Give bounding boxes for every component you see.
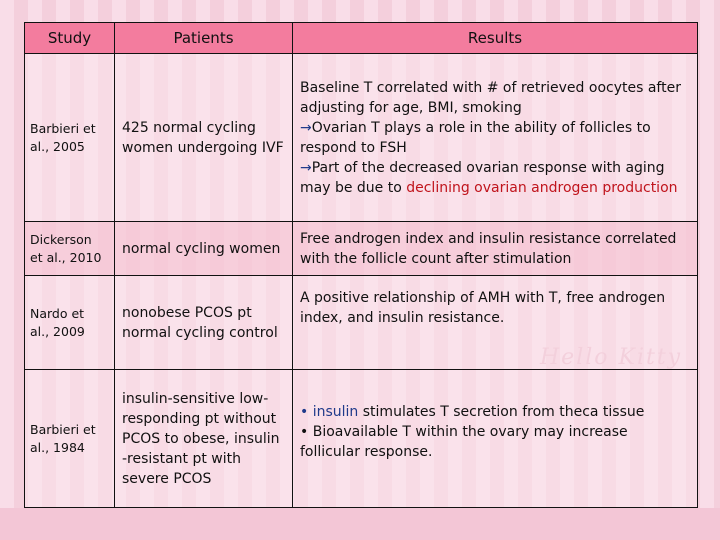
study-cell: Dickerson et al., 2010 (25, 222, 115, 276)
patients-line: nonobese PCOS pt (122, 304, 252, 321)
results-cell: Free androgen index and insulin resistance correlated with the follicle count after stimulation (293, 222, 698, 276)
result-text: →Ovarian T plays a role in the ability of follicles to respond to FSH (300, 119, 651, 156)
slide-bottom-band (0, 508, 720, 540)
bullet-icon: • (300, 404, 309, 420)
header-study: Study (25, 23, 115, 54)
result-text: • Bioavailable T within the ovary may increase follicular response. (300, 424, 628, 460)
highlighted-text: declining ovarian androgen production (406, 179, 678, 196)
study-cell: Barbieri et al., 2005 (25, 54, 115, 222)
study-cell: Barbieri et al., 1984 (25, 370, 115, 508)
table-row (25, 222, 698, 276)
results-cell (293, 54, 698, 222)
patients-line: normal cycling control (122, 324, 278, 341)
study-table (24, 22, 698, 508)
table-row (25, 370, 698, 508)
patients-cell: insulin-sensitive low-responding pt without PCOS to obese, insulin -resistant pt with severe PCOS (115, 370, 293, 508)
patients-cell: 425 normal cycling women undergoing IVF (115, 54, 293, 222)
header-results: Results (293, 23, 698, 54)
header-patients: Patients (115, 23, 293, 54)
result-text: →Part of the decreased ovarian response with aging may be due to declining ovarian androgen production (300, 159, 678, 196)
arrow-right-icon: → (300, 119, 312, 136)
results-cell: A positive relationship of AMH with T, free androgen index, and insulin resistance. (293, 276, 698, 370)
table-row (25, 54, 698, 222)
patients-cell (115, 276, 293, 370)
bullet-icon: • (300, 424, 309, 440)
arrow-right-icon: → (300, 159, 312, 176)
highlighted-text: insulin (312, 404, 359, 420)
result-text: • insulin stimulates T secretion from theca tissue (300, 404, 645, 420)
result-text: Baseline T correlated with # of retrieved oocytes after adjusting for age, BMI, smoking (300, 79, 681, 116)
header-row (25, 23, 698, 54)
table-row (25, 276, 698, 370)
patients-cell: normal cycling women (115, 222, 293, 276)
results-cell (293, 370, 698, 508)
study-cell: Nardo et al., 2009 (25, 276, 115, 370)
